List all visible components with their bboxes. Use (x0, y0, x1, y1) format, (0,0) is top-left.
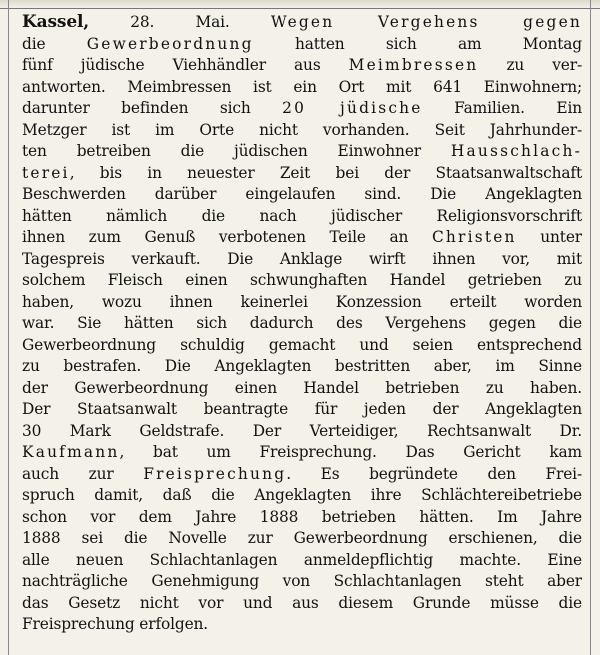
emphasis-run: 20 jüdische (282, 99, 423, 117)
top-rule (0, 0, 600, 9)
article-line: haben, wozu ihnen keinerlei Konzession erteilt worden (22, 292, 582, 311)
article-line (22, 163, 582, 185)
dateline-date: 28. Mai. (130, 13, 230, 31)
article-line: Gewerbeordnung schuldig gemacht und seien entsprechend (22, 335, 582, 354)
article-line: spruch damit, daß die Angeklagten ihre Schlächtereibetriebe (22, 486, 582, 504)
article-line: Metzger ist im Orte nicht vorhanden. Seit Jahrhunder- (22, 120, 582, 139)
article-line (22, 98, 582, 120)
article-line: schon vor dem Jahre 1888 betrieben hätten. Im Jahre (22, 507, 582, 526)
article-line (22, 12, 582, 34)
text-run: hatten sich am Montag (253, 34, 582, 53)
article-line (22, 442, 582, 464)
dateline-city: Kassel, (22, 12, 90, 32)
emphasis-run: Kaufmann (22, 443, 120, 461)
emphasis-run: Christen (431, 228, 517, 246)
article-line: alle neuen Schlachtanlagen anmeldepflichtig machte. Eine (22, 550, 582, 569)
article-line: war. Sie hätten sich dadurch des Vergehens gegen die (22, 314, 582, 332)
text-run: zu ver- (478, 56, 582, 74)
article-line: hätten nämlich die nach jüdischer Religionsvorschrift (22, 206, 582, 225)
article-line (22, 141, 582, 163)
emphasis-run: terei (22, 163, 70, 182)
emphasis-run: Hausschlach- (450, 142, 582, 160)
article-line: Beschwerden darüber eingelaufen sind. Die Angeklagten (22, 185, 582, 203)
text-run: fünf jüdische Viehhändler aus (22, 56, 349, 74)
right-column-rule (590, 0, 591, 655)
article-line: antworten. Meimbressen ist ein Ort mit 641 Einwohnern; (22, 77, 582, 96)
article-line: 30 Mark Geldstrafe. Der Verteidiger, Rechtsanwalt Dr. (22, 421, 582, 440)
article-body (22, 12, 582, 636)
article-line: das Gesetz nicht vor und aus diesem Grunde müsse die (22, 593, 582, 612)
text-run: darunter befinden sich (22, 99, 283, 117)
article-line (22, 34, 582, 56)
headline-phrase: Wegen Vergehens gegen (270, 13, 582, 31)
text-run: unter (516, 228, 582, 246)
article-line (22, 464, 582, 486)
text-run: , bat um Freisprechung. Das Gericht kam (119, 443, 582, 461)
article-line: 1888 sei die Novelle zur Gewerbeordnung erschienen, die (22, 529, 582, 547)
emphasis-run: Meimbressen (348, 56, 479, 74)
article-line (22, 227, 582, 249)
article-line: Der Staatsanwalt beantragte für jeden der Angeklagten (22, 400, 582, 418)
text-run: , bis in neuester Zeit bei der Staatsanwaltschaft (69, 163, 582, 182)
article-line: Tagespreis verkauft. Die Anklage wirft ihnen vor, mit (22, 249, 582, 268)
article-line (22, 55, 582, 77)
emphasis-run: Gewerbeordnung (86, 34, 254, 53)
text-run: . Es begründete den Frei- (286, 464, 582, 483)
text-run: Familien. Ein (422, 99, 582, 117)
article-line: der Gewerbeordnung einen Handel betrieben zu haben. (22, 378, 582, 397)
article-line: Freisprechung erfolgen. (22, 615, 209, 633)
text-run: ten betreiben die jüdischen Einwohner (22, 142, 451, 160)
text-run: ihnen zum Genuß verbotenen Teile an (22, 228, 432, 246)
emphasis-run: Freisprechung (143, 464, 287, 483)
text-run: auch zur (22, 464, 144, 483)
left-column-rule (8, 0, 9, 655)
article-line: nachträgliche Genehmigung von Schlachtanlagen steht aber (22, 572, 582, 590)
article-line: zu bestrafen. Die Angeklagten bestritten aber, im Sinne (22, 357, 582, 375)
text-run: die (22, 34, 87, 53)
article-line: solchem Fleisch einen schwunghaften Handel getrieben zu (22, 271, 582, 289)
